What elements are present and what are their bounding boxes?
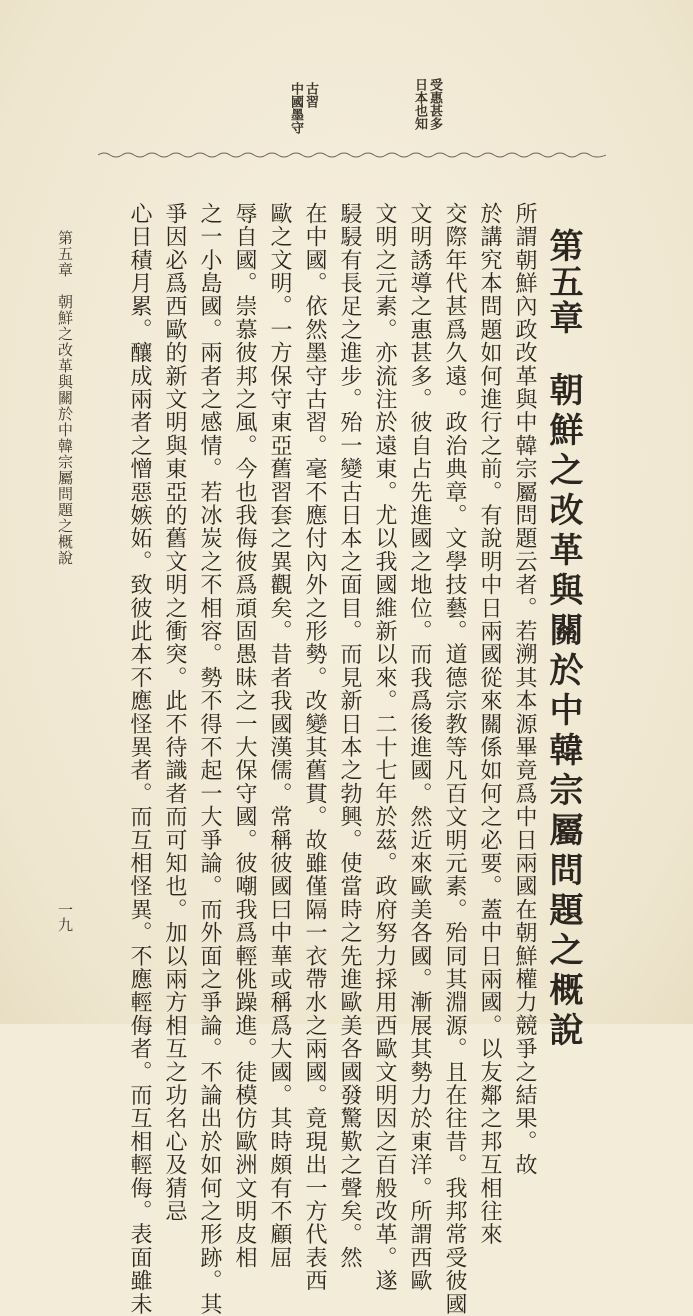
body-text-line: 文明之元素。亦流注於遠東。尤以我國維新以來。二十七年於茲。政府努力採用西歐文明因之百般改革。遂 <box>372 202 397 1293</box>
body-text-line: 之一小島國。兩者之感情。若冰炭之不相容。勢不得不起一大爭論。而外面之爭論。不論出於如何之形跡。其 <box>197 202 222 1316</box>
body-text-line: 辱自國。崇慕彼邦之風。今也我侮彼爲頑固愚昧之一大保守國。彼嘲我爲輕佻躁進。徒模仿歐洲文明皮相 <box>232 202 257 1270</box>
margin-note <box>412 78 426 130</box>
margin-note-line: 古習 <box>303 82 318 108</box>
margin-note-line: 日本也知 <box>412 78 427 130</box>
body-text-line: 在中國。依然墨守古習。毫不應付內外之形勢。改變其舊貫。故雖僅隔一衣帶水之兩國。竟現出一方代表西 <box>302 202 327 1293</box>
body-text-line: 駸駸有長足之進步。殆一變古日本之面目。而見新日本之勃興。使當時之先進歐美各國發驚歎之聲矣。然 <box>337 202 362 1270</box>
page-number: 一九 <box>56 902 74 932</box>
running-head: 第五章 朝鮮之改革與關於中韓宗屬問題之概說 <box>56 230 74 566</box>
chapter-number: 第五章 <box>543 228 583 336</box>
margin-note <box>288 82 302 134</box>
body-text-line: 心日積月累。釀成兩者之憎惡嫉妬。致彼此本不應怪異者。而互相怪異。不應輕侮者。而互相輕侮。表面雖未 <box>127 202 152 1316</box>
chapter-heading <box>543 228 588 1052</box>
margin-divider-rule <box>98 150 606 160</box>
body-text-line: 文明誘導之惠甚多。彼自占先進國之地位。而我爲後進國。然近來歐美各國。漸展其勢力於東洋。所謂西歐 <box>407 202 432 1293</box>
body-text-line: 交際年代甚爲久遠。政治典章。文學技藝。道德宗教等凡百文明元素。殆同其淵源。且在往昔。我邦常受彼國 <box>442 202 467 1316</box>
chapter-title: 朝鮮之改革與關於中韓宗屬問題之概說 <box>543 372 583 1052</box>
margin-note <box>303 82 317 108</box>
margin-note-line: 中國墨守 <box>288 82 303 134</box>
body-text-line: 爭因必爲西歐的新文明與東亞的舊文明之衝突。此不待識者而可知也。加以兩方相互之功名心及猜忌 <box>162 202 187 1223</box>
margin-note-line: 受惠甚多 <box>427 78 442 130</box>
margin-note <box>427 78 441 130</box>
body-text-line: 歐之文明。一方保守東亞舊習套之異觀矣。昔者我國漢儒。常稱彼國曰中華或稱爲大國。其時頗有不顧屈 <box>267 202 292 1270</box>
body-text-line: 於講究本問題如何進行之前。有說明中日兩國從來關係如何之必要。蓋中日兩國。以友鄰之邦互相往來 <box>477 202 502 1246</box>
body-text-line: 所謂朝鮮內政改革與中韓宗屬問題云者。若溯其本源畢竟爲中日兩國在朝鮮權力競爭之結果。故 <box>512 202 537 1177</box>
